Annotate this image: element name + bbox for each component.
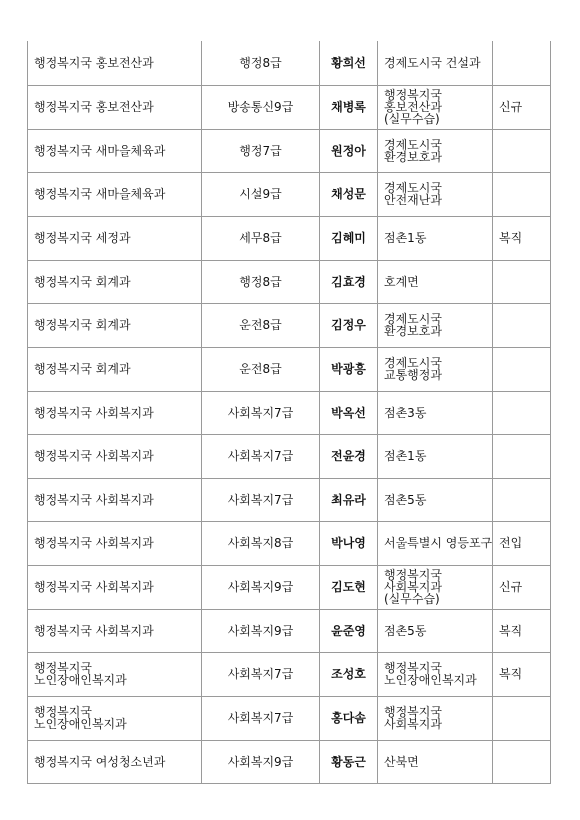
destination-cell: [378, 85, 493, 129]
destination-cell: [378, 434, 493, 478]
name-cell: 윤준영: [320, 609, 378, 652]
cell-line: 홍보전산과: [384, 100, 442, 114]
table-row: [28, 652, 551, 696]
cell-line: 행정복지국 사회복지과: [34, 449, 154, 463]
department-cell: [28, 216, 202, 260]
cell-line: 행정복지국 여성청소년과: [34, 754, 166, 769]
name-cell: 박나영: [320, 521, 378, 565]
department-cell: [28, 434, 202, 478]
cell-line: 사회복지과: [384, 580, 442, 594]
cell-line: 행정복지국 새마을체육과: [34, 143, 166, 158]
note-cell: 전입: [493, 521, 551, 565]
note-cell: [493, 347, 551, 391]
destination-cell: [378, 260, 493, 303]
table-row: [28, 478, 551, 521]
grade-cell: 운전8급: [202, 347, 320, 391]
cell-line: 행정복지국: [384, 661, 442, 675]
destination-cell: [378, 391, 493, 434]
cell-line: 점촌3동: [384, 405, 427, 420]
destination-cell: [378, 41, 493, 85]
name-cell: 김효경: [320, 260, 378, 303]
cell-line: 점촌5동: [384, 623, 427, 638]
table-row: [28, 391, 551, 434]
destination-cell: [378, 303, 493, 347]
table-row: [28, 172, 551, 216]
table-row: [28, 434, 551, 478]
note-cell: [493, 740, 551, 783]
cell-line: 노인장애인복지과: [34, 717, 127, 731]
department-cell: [28, 696, 202, 740]
cell-line: 행정복지국 홍보전산과: [34, 100, 154, 114]
cell-line: 행정복지국: [384, 568, 442, 582]
grade-cell: 시설9급: [202, 172, 320, 216]
destination-cell: [378, 740, 493, 783]
department-cell: [28, 652, 202, 696]
destination-cell: [378, 478, 493, 521]
name-cell: 박광흥: [320, 347, 378, 391]
table-row: [28, 521, 551, 565]
grade-cell: 사회복지9급: [202, 740, 320, 783]
department-cell: [28, 347, 202, 391]
cell-line: 행정복지국 회계과: [34, 362, 131, 376]
destination-cell: [378, 609, 493, 652]
destination-cell: [378, 129, 493, 172]
department-cell: [28, 172, 202, 216]
department-cell: [28, 85, 202, 129]
name-cell: 원정아: [320, 129, 378, 172]
cell-line: 경제도시국: [384, 181, 442, 195]
grade-cell: 세무8급: [202, 216, 320, 260]
note-cell: 복직: [493, 652, 551, 696]
cell-line: 경제도시국: [384, 137, 442, 152]
cell-line: 경제도시국: [384, 312, 442, 326]
name-cell: 홍다솜: [320, 696, 378, 740]
cell-line: 노인장애인복지과: [384, 673, 477, 687]
note-cell: [493, 478, 551, 521]
table-row: [28, 740, 551, 783]
department-cell: [28, 260, 202, 303]
note-cell: 복직: [493, 216, 551, 260]
table-row: [28, 609, 551, 652]
grade-cell: 사회복지7급: [202, 391, 320, 434]
name-cell: 채병록: [320, 85, 378, 129]
table-row: [28, 347, 551, 391]
cell-line: 교통행정과: [384, 368, 442, 382]
cell-line: 행정복지국 사회복지과: [34, 492, 154, 507]
grade-cell: 행정8급: [202, 41, 320, 85]
note-cell: [493, 41, 551, 85]
table-row: [28, 216, 551, 260]
table-row: [28, 41, 551, 85]
table-row: [28, 129, 551, 172]
cell-line: 행정복지국: [34, 661, 92, 675]
note-cell: [493, 434, 551, 478]
personnel-table-body: [28, 41, 551, 783]
note-cell: [493, 260, 551, 303]
grade-cell: 사회복지7급: [202, 652, 320, 696]
cell-line: 점촌1동: [384, 231, 427, 245]
cell-line: 행정복지국 사회복지과: [34, 580, 154, 594]
department-cell: [28, 41, 202, 85]
name-cell: 조성호: [320, 652, 378, 696]
destination-cell: [378, 521, 493, 565]
cell-line: 환경보호과: [384, 149, 442, 164]
cell-line: 행정복지국 새마을체육과: [34, 187, 166, 201]
table-row: [28, 565, 551, 609]
department-cell: [28, 303, 202, 347]
grade-cell: 사회복지8급: [202, 521, 320, 565]
cell-line: 호계면: [384, 274, 419, 289]
cell-line: 행정복지국 회계과: [34, 318, 131, 332]
note-cell: [493, 303, 551, 347]
cell-line: 점촌5동: [384, 492, 427, 507]
note-cell: 복직: [493, 609, 551, 652]
table-row: [28, 85, 551, 129]
cell-line: 환경보호과: [384, 324, 442, 338]
name-cell: 김혜미: [320, 216, 378, 260]
department-cell: [28, 129, 202, 172]
destination-cell: [378, 172, 493, 216]
cell-line: 행정복지국 회계과: [34, 274, 131, 289]
cell-line: 안전재난과: [384, 193, 442, 207]
note-cell: 신규: [493, 565, 551, 609]
name-cell: 전윤경: [320, 434, 378, 478]
cell-line: 산북면: [384, 754, 419, 769]
table-row: [28, 696, 551, 740]
grade-cell: 사회복지9급: [202, 565, 320, 609]
cell-line: 행정복지국 사회복지과: [34, 405, 154, 420]
cell-line: (실무수습): [384, 592, 440, 606]
cell-line: 점촌1동: [384, 449, 427, 463]
department-cell: [28, 740, 202, 783]
grade-cell: 방송통신9급: [202, 85, 320, 129]
cell-line: 행정복지국 세정과: [34, 231, 131, 245]
table-row: [28, 260, 551, 303]
cell-line: 행정복지국 홍보전산과: [34, 55, 154, 70]
grade-cell: 사회복지7급: [202, 478, 320, 521]
name-cell: 황희선: [320, 41, 378, 85]
cell-line: 행정복지국: [384, 705, 442, 719]
destination-cell: [378, 652, 493, 696]
cell-line: 행정복지국: [384, 88, 442, 102]
grade-cell: 사회복지7급: [202, 696, 320, 740]
name-cell: 채성문: [320, 172, 378, 216]
name-cell: 박옥선: [320, 391, 378, 434]
note-cell: [493, 129, 551, 172]
department-cell: [28, 391, 202, 434]
table-row: [28, 303, 551, 347]
note-cell: 신규: [493, 85, 551, 129]
personnel-table: [27, 41, 551, 784]
grade-cell: 행정8급: [202, 260, 320, 303]
grade-cell: 행정7급: [202, 129, 320, 172]
destination-cell: [378, 216, 493, 260]
grade-cell: 사회복지9급: [202, 609, 320, 652]
name-cell: 황동근: [320, 740, 378, 783]
cell-line: 경제도시국: [384, 356, 442, 370]
cell-line: 서울특별시 영등포구: [384, 536, 493, 550]
cell-line: 경제도시국 건설과: [384, 55, 481, 70]
department-cell: [28, 609, 202, 652]
cell-line: 노인장애인복지과: [34, 673, 127, 687]
name-cell: 김정우: [320, 303, 378, 347]
grade-cell: 운전8급: [202, 303, 320, 347]
name-cell: 김도현: [320, 565, 378, 609]
name-cell: 최유라: [320, 478, 378, 521]
cell-line: 사회복지과: [384, 717, 442, 731]
destination-cell: [378, 696, 493, 740]
cell-line: (실무수습): [384, 112, 440, 126]
cell-line: 행정복지국 사회복지과: [34, 536, 154, 550]
note-cell: [493, 696, 551, 740]
note-cell: [493, 391, 551, 434]
cell-line: 행정복지국: [34, 705, 92, 719]
department-cell: [28, 478, 202, 521]
grade-cell: 사회복지7급: [202, 434, 320, 478]
department-cell: [28, 565, 202, 609]
note-cell: [493, 172, 551, 216]
destination-cell: [378, 347, 493, 391]
department-cell: [28, 521, 202, 565]
destination-cell: [378, 565, 493, 609]
cell-line: 행정복지국 사회복지과: [34, 623, 154, 638]
